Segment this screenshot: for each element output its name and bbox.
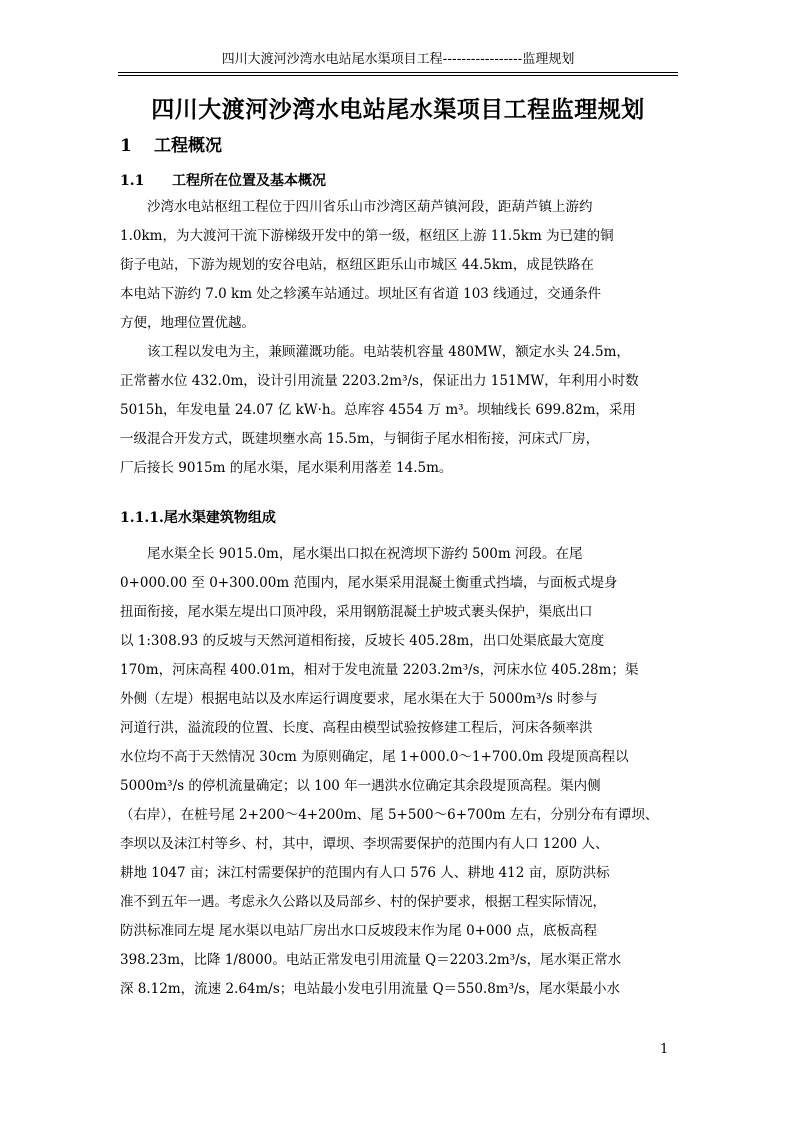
section-heading-1 [120,133,222,159]
text-line: 正常蓄水位 432.0m，设计引用流量 2203.2m³/s，保证出力 151MW，年利用小时数 [120,373,639,389]
text-line: 李坝以及沫江村等乡、村，其中，谭坝、李坝需要保护的范围内有人口 1200 人、 [120,836,609,852]
section-heading-1-1 [120,170,326,192]
text-line: 河道行洪，溢流段的位置、长度、高程由模型试验按修建工程后，河床各频率洪 [120,720,593,736]
text-line: 尾水渠全长 9015.0m，尾水渠出口拟在祝湾坝下游约 500m 河段。在尾 [120,546,583,562]
paragraph-location [120,193,676,338]
text-line: 一级混合开发方式，既建坝壅水高 15.5m，与铜街子尾水相衔接，河床式厂房， [120,431,600,447]
text-line: 398.23m，比降 1/8000。电站正常发电引用流量 Q＝2203.2m³/s，尾水渠正常水 [120,952,622,968]
section-title: 工程所在位置及基本概况 [172,173,326,189]
text-line: 防洪标准同左堤 尾水渠以电站厂房出水口反坡段末作为尾 0+000 点，底板高程 [120,923,598,939]
text-line: 方便，地理位置优越。 [120,315,255,331]
text-line: 5015h，年发电量 24.07 亿 kW·h。总库容 4554 万 m³。坝轴线长 699.82m，采用 [120,402,636,418]
text-line: 深 8.12m，流速 2.64m/s；电站最小发电引用流量 Q＝550.8m³/s，尾水渠最小水 [120,981,620,997]
header-rule [118,72,678,73]
text-line: 以 1:308.93 的反坡与天然河道相衔接，反坡长 405.28m，出口处渠底最大宽度 [120,633,605,649]
document-title: 四川大渡河沙湾水电站尾水渠项目工程监理规划 [151,96,645,123]
text-line: 水位均不高于天然情况 30cm 为原则确定，尾 1+000.0～1+700.0m 段堤顶高程以 [120,749,629,765]
text-line: 准不到五年一遇。考虑永久公路以及局部乡、村的保护要求，根据工程实际情况， [120,894,606,910]
text-line: 本电站下游约 7.0 km 处之轸溪车站通过。坝址区有省道 103 线通过，交通条件 [120,286,602,302]
section-number: 1.1 [120,173,145,189]
text-line: 外侧（左堤）根据电站以及水库运行调度要求，尾水渠在大于 5000m³/s 时参与 [120,691,598,707]
text-line: 扭面衔接，尾水渠左堤出口顶冲段，采用钢筋混凝土护坡式裹头保护，渠底出口 [120,604,593,620]
text-line: 耕地 1047 亩；沫江村需要保护的范围内有人口 576 人、耕地 412 亩，原防洪标 [120,865,610,881]
section-title: 工程概况 [154,136,222,156]
text-line: 5000m³/s 的停机流量确定；以 100 年一遇洪水位确定其余段堤顶高程。渠内侧 [120,778,601,794]
text-line: 170m，河床高程 400.01m，相对于发电流量 2203.2m³/s，河床水位 405.28m；渠 [120,662,639,678]
section-number: 1 [120,136,132,156]
paragraph-project-parameters [120,338,676,483]
text-line: 1.0km，为大渡河干流下游梯级开发中的第一级，枢纽区上游 11.5km 为已建的铜 [120,228,614,244]
running-header: 四川大渡河沙湾水电站尾水渠项目工程-----------------监理规划 [221,52,575,67]
section-heading-1-1-1: 1.1.1.尾水渠建筑物组成 [120,510,276,526]
text-line: 沙湾水电站枢纽工程位于四川省乐山市沙湾区葫芦镇河段，距葫芦镇上游约 [120,199,593,215]
header-rule-secondary [118,75,678,76]
paragraph-tailrace-composition [120,540,676,1004]
text-line: 该工程以发电为主，兼顾灌溉功能。电站装机容量 480MW，额定水头 24.5m， [120,344,630,360]
text-line: （右岸），在桩号尾 2+200～4+200m、尾 5+500～6+700m 左右，分别分布有谭坝、 [120,807,659,823]
page-number: 1 [660,1042,669,1057]
text-line: 0+000.00 至 0+300.00m 范围内，尾水渠采用混凝土衡重式挡墙，与面板式堤身 [120,575,618,591]
text-line: 街子电站，下游为规划的安谷电站，枢纽区距乐山市城区 44.5km，成昆铁路在 [120,257,594,273]
text-line: 厂后接长 9015m 的尾水渠，尾水渠利用落差 14.5m。 [120,460,453,476]
